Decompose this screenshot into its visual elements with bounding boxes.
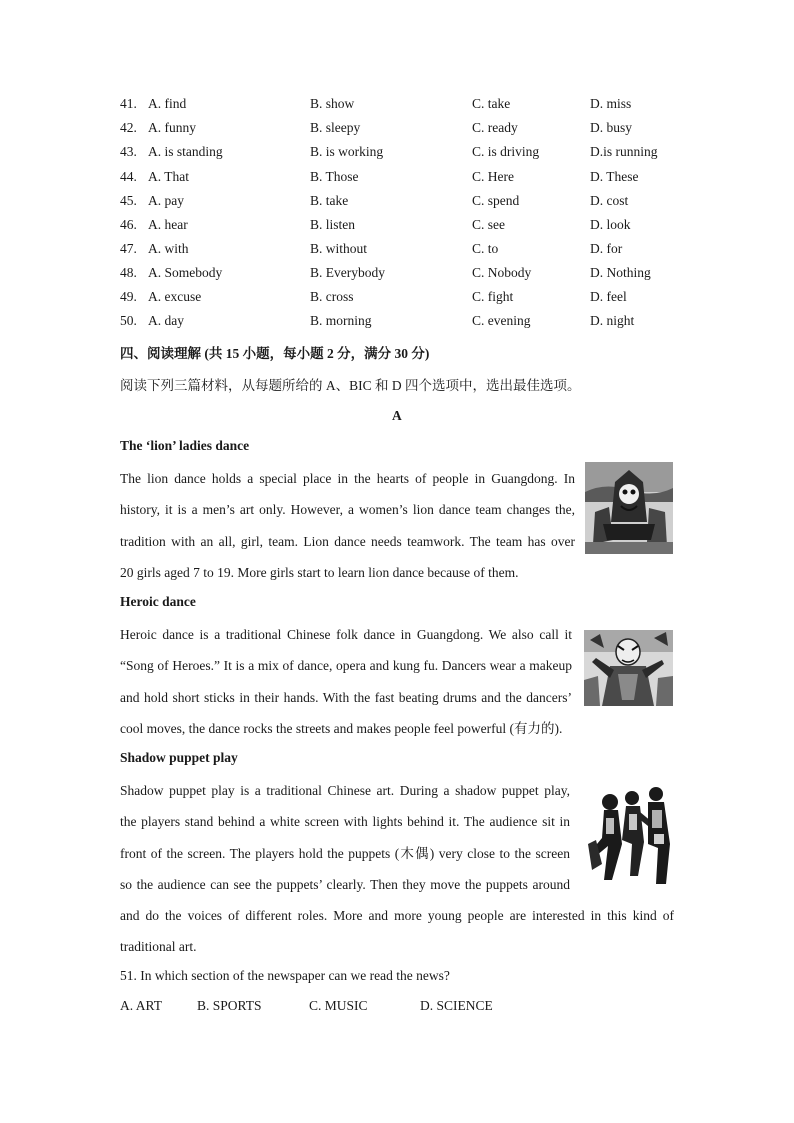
section-title: 四、阅读理解 (共 15 小题，每小题 2 分，满分 30 分) xyxy=(120,346,430,361)
option-row-48 xyxy=(120,262,680,284)
option-c: C. spend xyxy=(472,193,520,208)
option-row-50 xyxy=(120,310,680,332)
text-line: 20 girls aged 7 to 19. More girls start to learn lion dance because of them. xyxy=(120,564,519,580)
text-line: Heroic dance is a traditional Chinese folk dance in Guangdong. We also call it xyxy=(120,627,572,642)
option-a: A. is standing xyxy=(148,144,223,159)
option-a: A. excuse xyxy=(148,289,202,304)
option-a: A. hear xyxy=(148,217,188,232)
option-a: A. That xyxy=(148,169,189,184)
part-label: A xyxy=(392,408,402,423)
option-a: A. with xyxy=(148,241,189,256)
option-d: D. cost xyxy=(590,193,629,208)
option-a: A. Somebody xyxy=(148,265,223,280)
option-d: D. feel xyxy=(590,289,627,304)
shadow-puppet-image xyxy=(582,784,674,888)
article-paragraph xyxy=(120,775,570,900)
text-line: and do the voices of different roles. More and more young people are interested in this kind of xyxy=(120,908,674,923)
lion-dance-photo xyxy=(585,462,673,554)
question-number: 41. xyxy=(120,96,137,111)
option-c: C. Nobody xyxy=(472,265,532,280)
option-row-42 xyxy=(120,117,680,139)
option-d: D. for xyxy=(590,241,623,256)
heroic-dance-photo xyxy=(584,630,673,706)
option-b: B. Those xyxy=(310,169,359,184)
option-row-45 xyxy=(120,190,680,212)
option-d: D.is running xyxy=(590,144,658,159)
option-b: B. take xyxy=(310,193,349,208)
text-line: Shadow puppet play is a traditional Chinese art. During a shadow puppet play, xyxy=(120,783,570,798)
option-row-47 xyxy=(120,238,680,260)
option-a: A. funny xyxy=(148,120,196,135)
option-a: A. find xyxy=(148,96,187,111)
answer-option-b: B. SPORTS xyxy=(197,998,262,1013)
option-b: B. without xyxy=(310,241,368,256)
option-b: B. listen xyxy=(310,217,356,232)
option-d: D. Nothing xyxy=(590,265,651,280)
option-row-46 xyxy=(120,214,680,236)
text-line: so the audience can see the puppets’ clearly. Then they move the puppets around xyxy=(120,876,570,892)
option-row-41 xyxy=(120,93,680,115)
text-line: “Song of Heroes.” It is a mix of dance, opera and kung fu. Dancers wear a makeup xyxy=(120,658,572,674)
option-row-49 xyxy=(120,286,680,308)
option-a: A. pay xyxy=(148,193,184,208)
text-line: tradition with an all, girl, team. Lion dance needs teamwork. The team has over xyxy=(120,533,575,549)
option-d: D. look xyxy=(590,217,631,232)
answer-option-d: D. SCIENCE xyxy=(420,998,493,1013)
text-line: cool moves, the dance rocks the streets and makes people feel powerful (有力的). xyxy=(120,720,563,736)
option-c: C. evening xyxy=(472,313,531,328)
question-number: 45. xyxy=(120,193,137,208)
option-b: B. morning xyxy=(310,313,372,328)
option-row-44 xyxy=(120,166,680,188)
option-c: C. see xyxy=(472,217,505,232)
question-number: 50. xyxy=(120,313,137,328)
option-c: C. ready xyxy=(472,120,518,135)
option-a: A. day xyxy=(148,313,184,328)
answer-option-a: A. ART xyxy=(120,998,162,1013)
question-number: 42. xyxy=(120,120,137,135)
article-paragraph xyxy=(120,619,572,744)
text-line: front of the screen. The players hold the puppets (木偶) very close to the screen xyxy=(120,845,570,861)
option-b: B. is working xyxy=(310,144,384,159)
answer-option-c: C. MUSIC xyxy=(309,998,368,1013)
question-number: 46. xyxy=(120,217,137,232)
option-b: B. cross xyxy=(310,289,354,304)
article-paragraph-continued xyxy=(120,900,674,963)
option-c: C. is driving xyxy=(472,144,540,159)
option-c: C. Here xyxy=(472,169,514,184)
question-number: 43. xyxy=(120,144,137,159)
article-title: The ‘lion’ ladies dance xyxy=(120,438,250,453)
option-b: B. Everybody xyxy=(310,265,385,280)
option-row-43 xyxy=(120,141,680,163)
text-line: history, it is a men’s art only. However, a women’s lion dance team changes the, xyxy=(120,502,575,518)
question-number: 48. xyxy=(120,265,137,280)
option-c: C. fight xyxy=(472,289,514,304)
option-b: B. show xyxy=(310,96,355,111)
text-line: the players stand behind a white screen with lights behind it. The audience sit in xyxy=(120,814,570,830)
text-line: The lion dance holds a special place in the hearts of people in Guangdong. In xyxy=(120,471,575,486)
article-title: Heroic dance xyxy=(120,594,196,609)
question-number: 44. xyxy=(120,169,137,184)
text-line: traditional art. xyxy=(120,939,197,955)
question-number: 49. xyxy=(120,289,137,304)
option-b: B. sleepy xyxy=(310,120,361,135)
article-title: Shadow puppet play xyxy=(120,750,238,765)
option-d: D. These xyxy=(590,169,639,184)
text-line: and hold short sticks in their hands. With the fast beating drums and the dancers’ xyxy=(120,689,572,705)
option-d: D. miss xyxy=(590,96,632,111)
option-d: D. busy xyxy=(590,120,633,135)
question-number: 47. xyxy=(120,241,137,256)
option-c: C. to xyxy=(472,241,499,256)
article-paragraph xyxy=(120,463,575,588)
option-d: D. night xyxy=(590,313,635,328)
section-instruction: 阅读下列三篇材料，从每题所给的 A、BIC 和 D 四个选项中，选出最佳选项。 xyxy=(120,378,581,393)
question-stem: 51. In which section of the newspaper can we read the news? xyxy=(120,968,450,983)
option-c: C. take xyxy=(472,96,511,111)
